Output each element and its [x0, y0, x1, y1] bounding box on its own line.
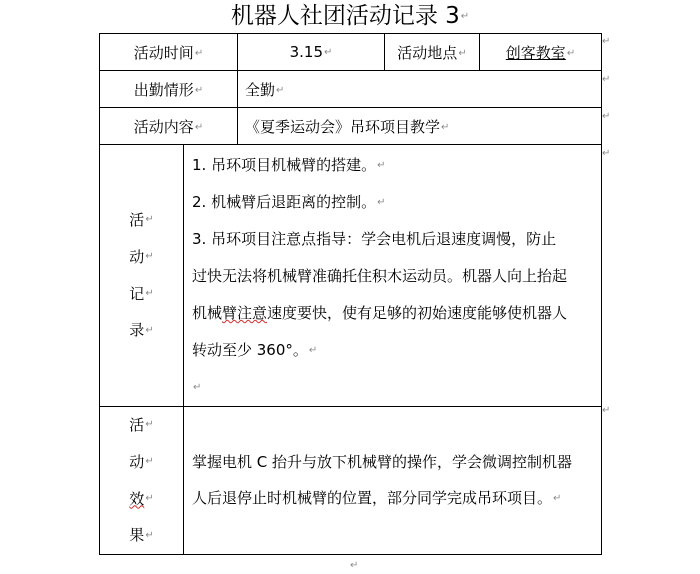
paragraph-mark-icon: ↵ — [194, 47, 204, 59]
record-item-1: 1. 吊环项目机械臂的搭建。 — [192, 156, 377, 174]
record-item-3-line-3-spellcheck: 臂注意 — [222, 304, 268, 322]
paragraph-mark-icon: ↵ — [194, 84, 204, 96]
activity-time-value-cell — [238, 34, 385, 71]
table-row — [100, 34, 602, 71]
table-row — [100, 145, 602, 407]
activity-record-label-cell — [100, 145, 184, 407]
paragraph-mark-icon: ↵ — [460, 10, 470, 22]
paragraph-mark-icon: ↵ — [193, 382, 202, 393]
activity-effect-content — [184, 444, 601, 517]
paragraph-mark-icon: ↵ — [458, 47, 467, 59]
activity-content-value: 《夏季运动会》吊环项目教学 — [245, 117, 441, 136]
table-row — [100, 108, 602, 145]
paragraph-mark-icon: ↵ — [308, 345, 318, 356]
record-item-3-line-3-post: 速度要快，使有足够的初始速度能够使机器人 — [267, 304, 568, 322]
activity-content-label-cell — [100, 108, 238, 145]
activity-time-label: 活动时间 — [133, 43, 194, 62]
page-title-text: 机器人社团活动记录 3 — [230, 3, 460, 29]
effect-line-1: 掌握电机 C 抬升与放下机械臂的操作，学会微调控制机器 — [192, 453, 573, 472]
record-item-3-line-1: 3. 吊环项目注意点指导：学会电机后退速度调慢，防止 — [192, 230, 557, 248]
paragraph-mark-icon: ↵ — [145, 529, 154, 541]
page-title — [0, 2, 700, 31]
paragraph-mark-icon: ↵ — [350, 560, 359, 571]
effect-line-2: 人后退停止时机械臂的位置，部分同学完成吊环项目。 — [192, 489, 553, 508]
paragraph-mark-icon: ↵ — [377, 160, 386, 171]
paragraph-mark-icon: ↵ — [145, 324, 154, 336]
attendance-label-cell — [100, 71, 238, 108]
activity-record-table — [99, 33, 602, 555]
record-item-3-line-4: 转动至少 360°。 — [192, 341, 308, 359]
activity-effect-label-cell — [100, 407, 184, 555]
activity-effect-label: 活↵ 动↵ 效↵ 果↵ — [129, 416, 154, 545]
activity-place-value-cell — [480, 34, 602, 71]
table-row — [100, 407, 602, 555]
attendance-label: 出勤情形 — [133, 80, 194, 99]
activity-content-value-cell — [238, 108, 602, 145]
paragraph-mark-icon: ↵ — [377, 197, 386, 208]
activity-place-value: 创客教室 — [505, 43, 566, 62]
row-end-mark-icon: ↵ — [602, 74, 611, 85]
paragraph-mark-icon: ↵ — [566, 47, 576, 59]
paragraph-mark-icon: ↵ — [276, 84, 285, 96]
paragraph-mark-icon: ↵ — [145, 492, 154, 504]
row-end-mark-icon: ↵ — [602, 36, 611, 47]
paragraph-mark-icon: ↵ — [145, 287, 154, 299]
activity-record-content — [184, 145, 601, 406]
paragraph-mark-icon: ↵ — [553, 492, 562, 504]
record-item-3-line-2: 过快无法将机械臂准确托住积木运动员。机器人向上抬起 — [192, 267, 568, 285]
record-item-3-line-3-pre: 机械 — [192, 304, 223, 322]
activity-effect-content-cell — [184, 407, 602, 555]
activity-content-label: 活动内容 — [133, 117, 194, 136]
attendance-value: 全勤 — [245, 80, 276, 99]
activity-record-content-cell — [184, 145, 602, 407]
attendance-value-cell — [238, 71, 602, 108]
paragraph-mark-icon: ↵ — [145, 251, 154, 262]
row-end-mark-icon: ↵ — [602, 405, 611, 416]
row-end-mark-icon: ↵ — [602, 111, 611, 122]
paragraph-mark-icon: ↵ — [324, 47, 333, 58]
table-row — [100, 71, 602, 108]
paragraph-mark-icon: ↵ — [441, 121, 450, 133]
paragraph-mark-icon: ↵ — [145, 456, 154, 467]
activity-time-value: 3.15 — [289, 43, 323, 61]
activity-time-label-cell — [100, 34, 238, 71]
record-item-2: 2. 机械臂后退距离的控制。 — [192, 193, 377, 211]
paragraph-mark-icon: ↵ — [194, 121, 204, 133]
activity-place-label-cell — [385, 34, 480, 71]
row-end-mark-icon: ↵ — [602, 148, 611, 159]
activity-record-label: 活↵ 动↵ 记↵ 录↵ — [129, 211, 154, 340]
activity-place-label: 活动地点 — [397, 43, 458, 62]
paragraph-mark-icon: ↵ — [145, 419, 154, 431]
paragraph-mark-icon: ↵ — [145, 214, 154, 226]
